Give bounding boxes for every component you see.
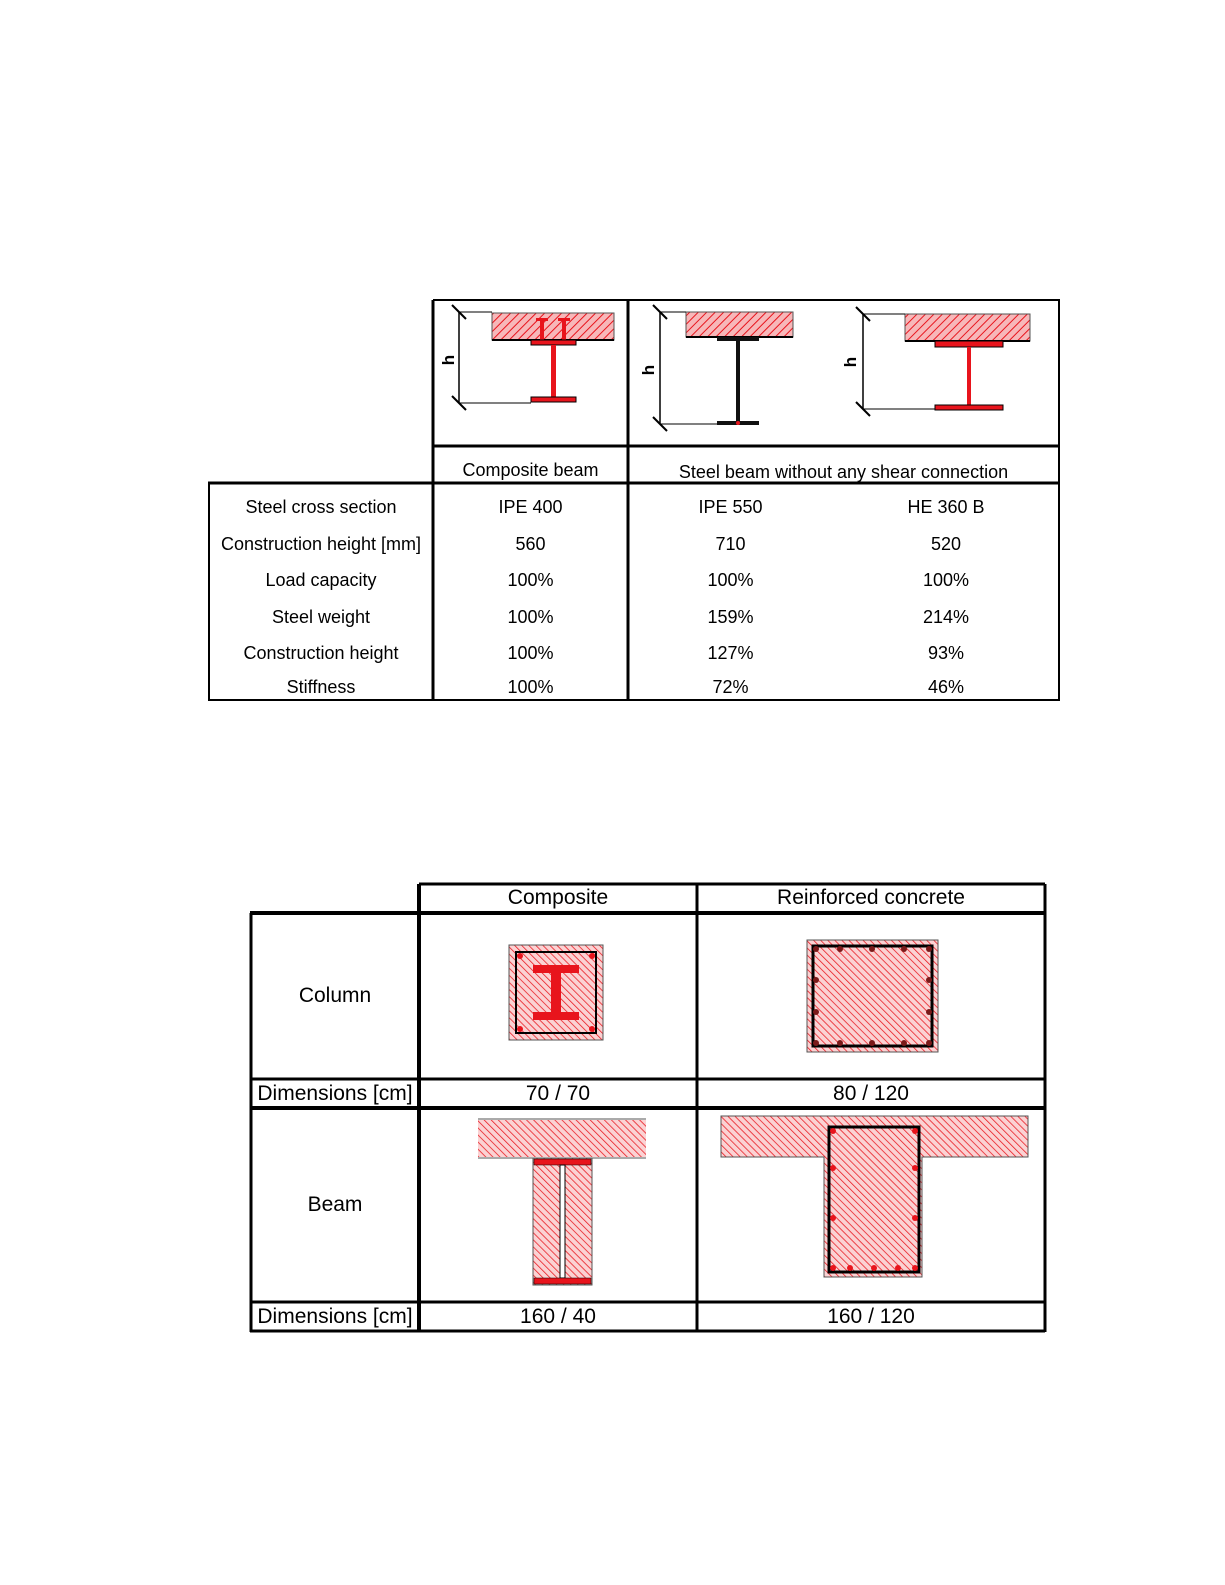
cell-value: 127% <box>707 643 754 663</box>
cell-value: 214% <box>922 607 970 627</box>
header-composite-beam: Composite beam <box>462 460 599 480</box>
row-label: Load capacity <box>265 570 377 590</box>
cell-value: 100% <box>507 643 554 663</box>
cell-value: 560 <box>515 534 546 554</box>
header-composite: Composite <box>507 886 609 909</box>
dimension-value: 80 / 120 <box>833 1082 909 1105</box>
header-steel-beam: Steel beam without any shear connection <box>678 462 1009 482</box>
dimension-value: 160 / 120 <box>827 1305 915 1328</box>
cell-value: 100% <box>707 570 754 590</box>
cell-value: 100% <box>507 607 554 627</box>
row-label: Steel weight <box>271 607 371 627</box>
dimension-label: Dimensions [cm] <box>257 1305 413 1328</box>
dimension-value: 160 / 40 <box>520 1305 596 1328</box>
height-symbol-1: h <box>439 354 459 366</box>
cell-value: HE 360 B <box>907 497 985 517</box>
row-label: Steel cross section <box>245 497 397 517</box>
height-symbol-2: h <box>639 364 659 376</box>
dimension-value: 70 / 70 <box>525 1082 591 1105</box>
cell-value: 100% <box>922 570 970 590</box>
cell-value: 93% <box>927 643 965 663</box>
cell-value: 710 <box>715 534 746 554</box>
row-label-column: Column <box>298 984 372 1007</box>
dimension-label: Dimensions [cm] <box>257 1082 413 1105</box>
cell-value: 72% <box>712 677 749 697</box>
cell-value: 46% <box>927 677 965 697</box>
row-label: Construction height <box>243 643 399 663</box>
cell-value: 100% <box>507 570 554 590</box>
cell-value: 520 <box>930 534 962 554</box>
row-label: Construction height [mm] <box>220 534 422 554</box>
cell-value: 100% <box>507 677 554 697</box>
row-label: Stiffness <box>286 677 356 697</box>
cell-value: IPE 400 <box>498 497 563 517</box>
height-symbol-3: h <box>841 356 861 368</box>
header-reinforced-concrete: Reinforced concrete <box>777 886 965 909</box>
cell-value: IPE 550 <box>698 497 763 517</box>
cell-value: 159% <box>707 607 754 627</box>
row-label-beam: Beam <box>307 1193 363 1216</box>
